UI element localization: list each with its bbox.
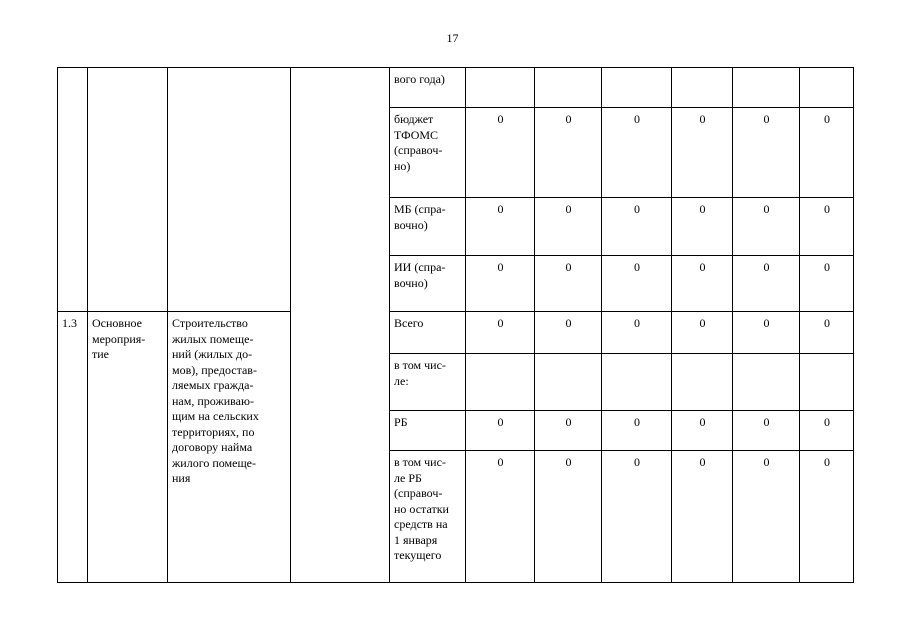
table-row	[58, 312, 854, 354]
funding-table	[57, 67, 854, 583]
value-cell: 0	[672, 198, 733, 256]
value-cell	[800, 354, 854, 411]
value-cell: 0	[466, 108, 535, 198]
value-cell: 0	[535, 256, 602, 312]
value-cell: 0	[535, 451, 602, 583]
value-cell: 0	[733, 312, 800, 354]
empty-status-cell	[88, 68, 168, 312]
value-cell: 0	[672, 256, 733, 312]
funding-source-cell: вого года)	[390, 68, 466, 108]
value-cell	[466, 354, 535, 411]
funding-source-cell: в том чис- ле РБ (справоч- но остатки средств на 1 января текущего	[390, 451, 466, 583]
value-cell: 0	[602, 108, 672, 198]
executor-cell	[291, 68, 390, 583]
value-cell: 0	[466, 198, 535, 256]
value-cell: 0	[672, 312, 733, 354]
value-cell: 0	[535, 411, 602, 451]
value-cell	[602, 68, 672, 108]
value-cell: 0	[800, 411, 854, 451]
value-cell: 0	[733, 108, 800, 198]
value-cell: 0	[733, 256, 800, 312]
value-cell: 0	[602, 198, 672, 256]
value-cell: 0	[800, 451, 854, 583]
empty-number-cell	[58, 68, 88, 312]
value-cell: 0	[535, 108, 602, 198]
value-cell: 0	[672, 108, 733, 198]
value-cell: 0	[800, 256, 854, 312]
value-cell: 0	[466, 411, 535, 451]
value-cell	[672, 354, 733, 411]
value-cell: 0	[466, 312, 535, 354]
value-cell: 0	[466, 256, 535, 312]
value-cell: 0	[602, 451, 672, 583]
page-number: 17	[446, 31, 459, 45]
empty-name-cell	[168, 68, 291, 312]
value-cell: 0	[733, 411, 800, 451]
value-cell	[672, 68, 733, 108]
value-cell	[535, 354, 602, 411]
funding-source-cell: бюджет ТФОМС (справоч- но)	[390, 108, 466, 198]
value-cell: 0	[672, 451, 733, 583]
funding-source-cell: ИИ (спра- вочно)	[390, 256, 466, 312]
value-cell: 0	[602, 312, 672, 354]
funding-source-cell: в том чис- ле:	[390, 354, 466, 411]
value-cell	[466, 68, 535, 108]
value-cell: 0	[602, 411, 672, 451]
value-cell: 0	[733, 451, 800, 583]
value-cell: 0	[800, 312, 854, 354]
value-cell	[733, 68, 800, 108]
value-cell: 0	[535, 198, 602, 256]
funding-source-cell: Всего	[390, 312, 466, 354]
item-number: 1.3	[58, 312, 88, 583]
table-row	[58, 68, 854, 108]
funding-source-cell: МБ (спра- вочно)	[390, 198, 466, 256]
value-cell	[602, 354, 672, 411]
item-status: Основное мероприя- тие	[88, 312, 168, 583]
value-cell: 0	[800, 108, 854, 198]
value-cell	[535, 68, 602, 108]
value-cell	[733, 354, 800, 411]
value-cell: 0	[535, 312, 602, 354]
value-cell	[800, 68, 854, 108]
value-cell: 0	[800, 198, 854, 256]
item-name: Строительство жилых помеще- ний (жилых до- мов), предостав- ляемых гражда- нам, проживаю- щим на сельских территориях, по договору найма жилого помеще- ния	[168, 312, 291, 583]
funding-source-cell: РБ	[390, 411, 466, 451]
value-cell: 0	[672, 411, 733, 451]
value-cell: 0	[602, 256, 672, 312]
value-cell: 0	[466, 451, 535, 583]
value-cell: 0	[733, 198, 800, 256]
